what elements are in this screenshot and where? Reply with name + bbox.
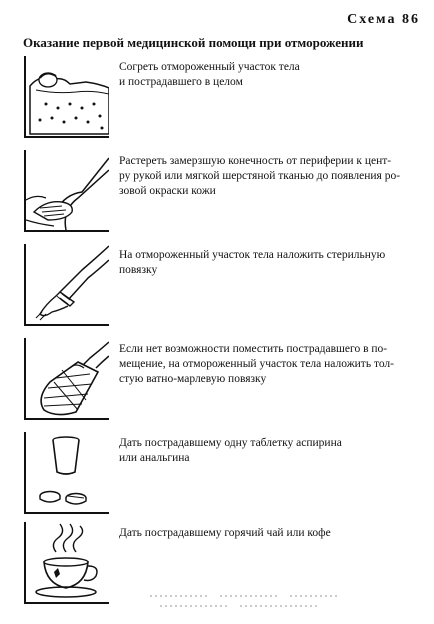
- faded-scan-artifact: [150, 590, 340, 612]
- step-text-line: и пострадавшего в целом: [119, 76, 243, 88]
- glass-and-pills-icon: [26, 432, 109, 512]
- step-4-text: [119, 342, 411, 387]
- hot-cup-icon: [26, 522, 109, 602]
- step-5-illustration: [24, 432, 109, 514]
- step-text-line: повязку: [119, 264, 158, 276]
- step-3: [24, 244, 424, 326]
- step-text-line: На отмороженный участок тела наложить стерильную: [119, 249, 386, 261]
- page-title: Оказание первой медицинской помощи при отморожении: [23, 35, 364, 50]
- step-text-line: Растереть замерзшую конечность от периферии к цент-: [119, 155, 392, 167]
- step-4-illustration: [24, 338, 109, 420]
- step-4: [24, 338, 424, 420]
- step-1-illustration: [24, 56, 109, 138]
- step-text-line: Если нет возможности поместить пострадавшего в по-: [119, 343, 388, 355]
- step-text-line: Согреть отмороженный участок тела: [119, 61, 300, 73]
- step-text-line: стую ватно-марлевую повязку: [119, 373, 267, 385]
- step-3-illustration: [24, 244, 109, 326]
- warm-body-icon: [26, 56, 109, 136]
- step-text-line: Дать пострадавшему одну таблетку аспирина: [119, 437, 342, 449]
- step-text-line: ру рукой или мягкой шерстяной тканью до появления ро-: [119, 170, 401, 182]
- step-1: [24, 56, 424, 138]
- step-text-line: Дать пострадавшему горячий чай или кофе: [119, 527, 331, 539]
- step-6-text: [119, 526, 411, 541]
- sterile-bandage-icon: [26, 244, 109, 324]
- step-2-illustration: [24, 150, 109, 232]
- step-5-text: [119, 436, 411, 466]
- step-2-text: [119, 154, 411, 199]
- step-text-line: зовой окраски кожи: [119, 185, 216, 197]
- step-text-line: мещение, на отмороженный участок тела наложить тол-: [119, 358, 394, 370]
- rubbing-limb-icon: [26, 150, 109, 230]
- thick-bandage-icon: [26, 338, 109, 418]
- step-3-text: [119, 248, 411, 278]
- step-5: [24, 432, 424, 514]
- step-6-illustration: [24, 522, 109, 604]
- step-2: [24, 150, 424, 232]
- step-1-text: [119, 60, 411, 90]
- step-text-line: или анальгина: [119, 452, 190, 464]
- scheme-number: Схема 86: [347, 12, 420, 27]
